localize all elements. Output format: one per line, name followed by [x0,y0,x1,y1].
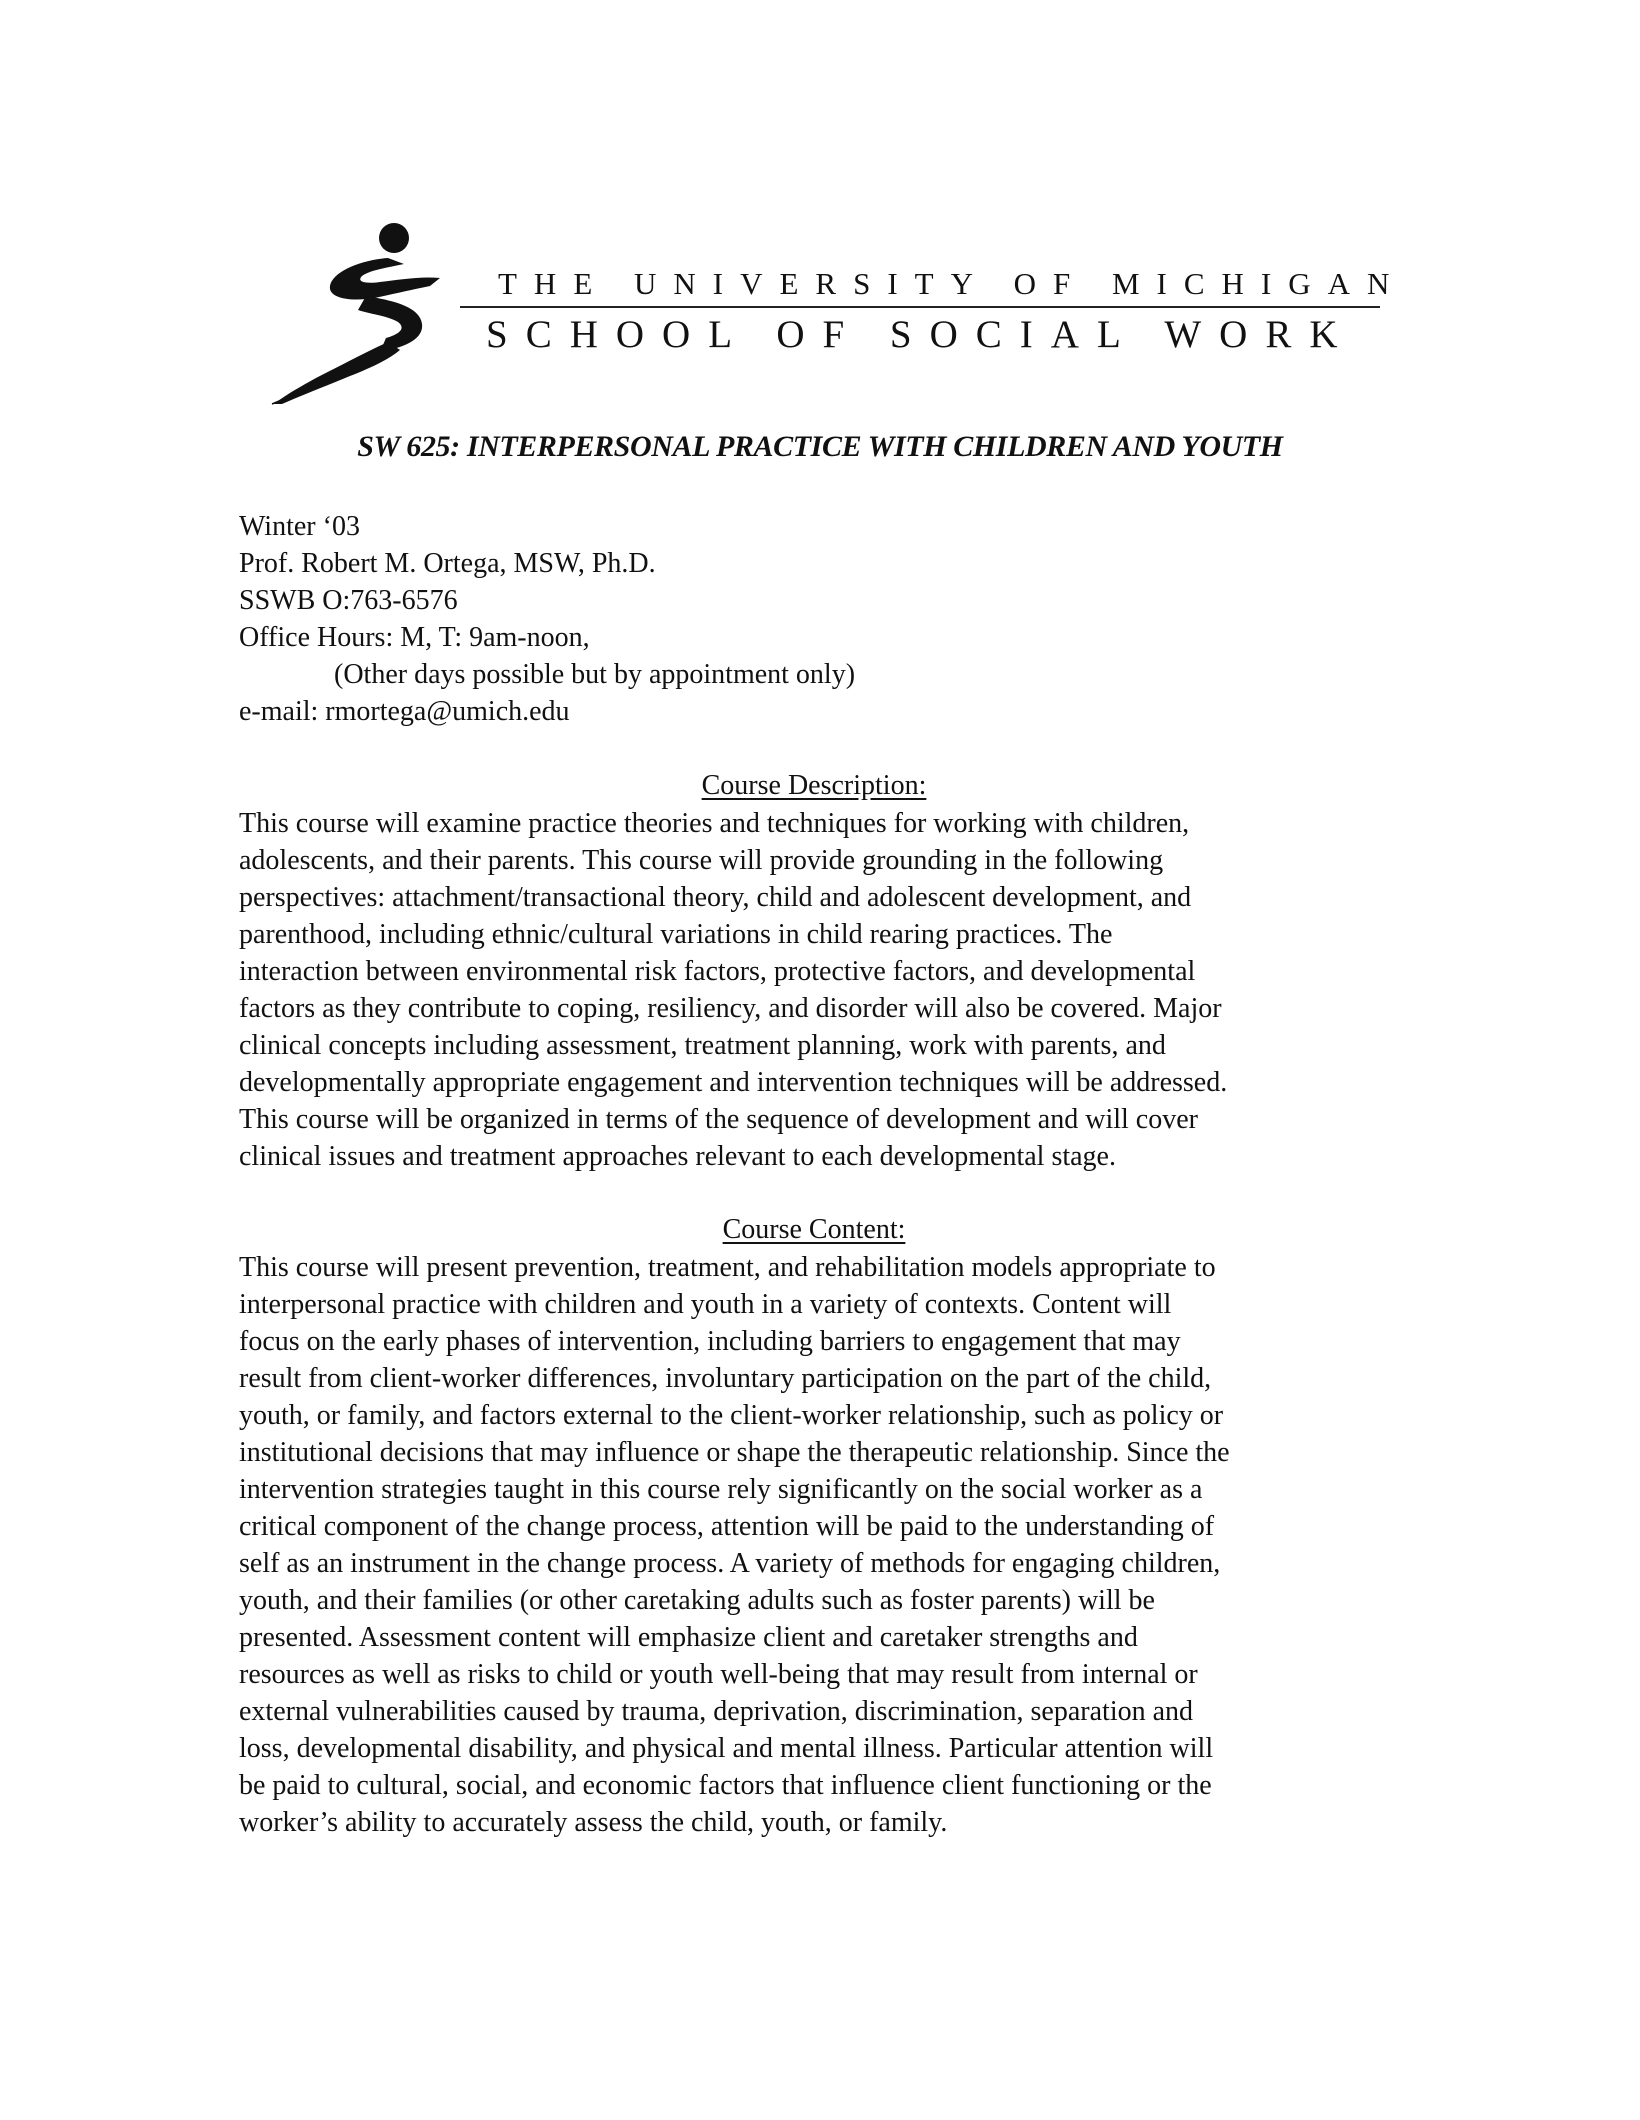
paragraph-line: clinical concepts including assessment, treatment planning, work with parents, and [239,1030,1166,1061]
paragraph-line: worker’s ability to accurately assess the child, youth, or family. [239,1807,948,1838]
paragraph-line: factors as they contribute to coping, resiliency, and disorder will also be covered. Major [239,993,1222,1024]
paragraph-line: loss, developmental disability, and physical and mental illness. Particular attention will [239,1733,1214,1764]
paragraph-line: clinical issues and treatment approaches relevant to each developmental stage. [239,1141,1116,1172]
course-info [239,508,1389,730]
paragraph-line: focus on the early phases of intervention, including barriers to engagement that may [239,1326,1181,1357]
office-hours: Office Hours: M, T: 9am-noon, [239,622,590,653]
course-description-body [239,805,1389,1175]
professor: Prof. Robert M. Ortega, MSW, Ph.D. [239,548,656,579]
paragraph-line: be paid to cultural, social, and economic factors that influence client functioning or the [239,1770,1212,1801]
paragraph-line: result from client-worker differences, involuntary participation on the part of the child, [239,1363,1212,1394]
header-divider [460,306,1380,308]
term: Winter ‘03 [239,511,360,542]
paragraph-line: adolescents, and their parents. This course will provide grounding in the following [239,845,1164,876]
paragraph-line: interaction between environmental risk factors, protective factors, and developmental [239,956,1196,987]
paragraph-line: presented. Assessment content will emphasize client and caretaker strengths and [239,1622,1138,1653]
office: SSWB O:763-6576 [239,585,458,616]
paragraph-line: interpersonal practice with children and youth in a variety of contexts. Content will [239,1289,1172,1320]
paragraph-line: This course will present prevention, treatment, and rehabilitation models appropriate to [239,1252,1216,1283]
course-content-heading [239,1211,1389,1248]
paragraph-line: parenthood, including ethnic/cultural variations in child rearing practices. The [239,919,1113,950]
school-name: SCHOOL OF SOCIAL WORK [486,313,1356,356]
paragraph-line: perspectives: attachment/transactional theory, child and adolescent development, and [239,882,1192,913]
office-hours-note: (Other days possible but by appointment only) [334,659,856,690]
course-description-heading-text: Course Description: [701,770,927,801]
paragraph-line: developmentally appropriate engagement and intervention techniques will be addressed. [239,1067,1228,1098]
paragraph-line: intervention strategies taught in this course rely significantly on the social worker as a [239,1474,1203,1505]
course-title: SW 625: INTERPERSONAL PRACTICE WITH CHILDREN AND YOUTH [357,430,1283,463]
paragraph-line: This course will be organized in terms of the sequence of development and will cover [239,1104,1198,1135]
university-name: THE UNIVERSITY OF MICHIGAN [498,266,1407,301]
paragraph-line: self as an instrument in the change process. A variety of methods for engaging children, [239,1548,1221,1579]
letterhead [270,220,1407,410]
email: e-mail: rmortega@umich.edu [239,696,570,727]
course-content-body [239,1249,1389,1841]
university-of-michigan-ssw-logo [270,220,450,405]
course-description-heading [239,767,1389,804]
paragraph-line: institutional decisions that may influence or shape the therapeutic relationship. Since the [239,1437,1230,1468]
paragraph-line: youth, and their families (or other caretaking adults such as foster parents) will be [239,1585,1155,1616]
paragraph-line: critical component of the change process, attention will be paid to the understanding of [239,1511,1215,1542]
paragraph-line: external vulnerabilities caused by trauma, deprivation, discrimination, separation and [239,1696,1194,1727]
paragraph-line: resources as well as risks to child or youth well-being that may result from internal or [239,1659,1198,1690]
paragraph-line: youth, or family, and factors external to the client-worker relationship, such as policy or [239,1400,1224,1431]
course-content-heading-text: Course Content: [722,1214,906,1245]
paragraph-line: This course will examine practice theories and techniques for working with children, [239,808,1190,839]
